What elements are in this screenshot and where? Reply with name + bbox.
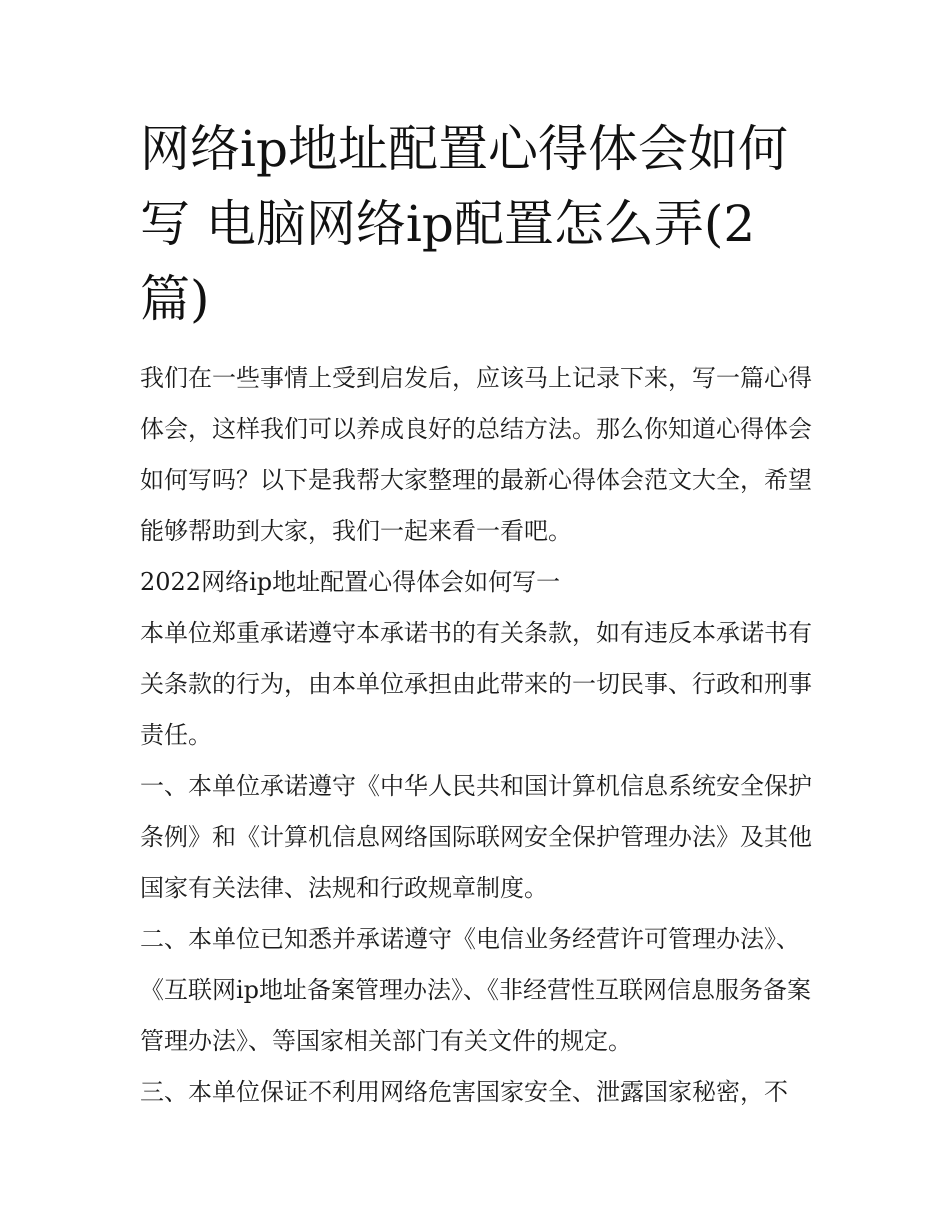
document-title: 网络ip地址配置心得体会如何写 电脑网络ip配置怎么弄(2篇) bbox=[140, 120, 788, 328]
document-body bbox=[140, 353, 820, 1118]
clause-one-paragraph: 一、本单位承诺遵守《中华人民共和国计算机信息系统安全保护条例》和《计算机信息网络国际联网安全保护管理办法》及其他国家有关法律、法规和行政规章制度。 bbox=[140, 772, 812, 902]
commitment-paragraph: 本单位郑重承诺遵守本承诺书的有关条款，如有违反本承诺书有关条款的行为，由本单位承担由此带来的一切民事、行政和刑事责任。 bbox=[140, 619, 812, 749]
clause-two-paragraph: 二、本单位已知悉并承诺遵守《电信业务经营许可管理办法》、《互联网ip地址备案管理办法》、《非经营性互联网信息服务备案管理办法》、等国家相关部门有关文件的规定。 bbox=[140, 925, 812, 1055]
section-heading: 2022网络ip地址配置心得体会如何写一 bbox=[140, 568, 561, 596]
clause-three-paragraph: 三、本单位保证不利用网络危害国家安全、泄露国家秘密，不 bbox=[140, 1078, 788, 1106]
intro-paragraph: 我们在一些事情上受到启发后，应该马上记录下来，写一篇心得体会，这样我们可以养成良好的总结方法。那么你知道心得体会如何写吗？以下是我帮大家整理的最新心得体会范文大全，希望能够帮助到大家，我们一起来看一看吧。 bbox=[140, 364, 812, 545]
